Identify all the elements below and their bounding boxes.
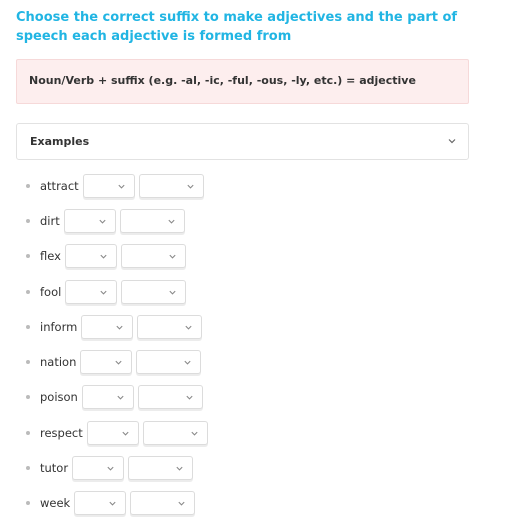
bullet-dot xyxy=(26,325,30,329)
chevron-down-icon xyxy=(183,358,192,367)
chevron-down-icon xyxy=(117,182,126,191)
suffix-dropdown[interactable] xyxy=(81,315,133,339)
suffix-dropdown[interactable] xyxy=(83,174,135,198)
page-title: Choose the correct suffix to make adjectives and the part of speech each adjective is formed from xyxy=(16,10,458,44)
chevron-down-icon xyxy=(168,252,177,261)
part-of-speech-dropdown[interactable] xyxy=(137,315,202,339)
part-of-speech-dropdown[interactable] xyxy=(121,280,186,304)
chevron-down-icon xyxy=(186,182,195,191)
chevron-down-icon xyxy=(447,136,457,146)
examples-label: Examples xyxy=(30,135,90,148)
suffix-dropdown[interactable] xyxy=(82,385,134,409)
bullet-dot xyxy=(26,184,30,188)
chevron-down-icon xyxy=(190,429,199,438)
item-word: attract xyxy=(40,179,79,193)
list-item xyxy=(26,279,188,305)
list-item xyxy=(26,455,195,481)
list-item xyxy=(26,420,210,446)
part-of-speech-dropdown[interactable] xyxy=(143,421,208,445)
bullet-dot xyxy=(26,395,30,399)
list-item xyxy=(26,384,205,410)
part-of-speech-dropdown[interactable] xyxy=(130,491,195,515)
list-item xyxy=(26,490,197,516)
chevron-down-icon xyxy=(99,252,108,261)
chevron-down-icon xyxy=(121,429,130,438)
list-item xyxy=(26,173,206,199)
bullet-dot xyxy=(26,219,30,223)
bullet-dot xyxy=(26,431,30,435)
chevron-down-icon xyxy=(114,358,123,367)
chevron-down-icon xyxy=(185,393,194,402)
item-word: dirt xyxy=(40,214,60,228)
examples-accordion[interactable] xyxy=(16,123,469,160)
chevron-down-icon xyxy=(108,499,117,508)
bullet-dot xyxy=(26,290,30,294)
rule-text: Noun/Verb + suffix (e.g. -al, -ic, -ful, -ous, -ly, etc.) = adjective xyxy=(29,74,416,87)
chevron-down-icon xyxy=(116,393,125,402)
chevron-down-icon xyxy=(177,499,186,508)
part-of-speech-dropdown[interactable] xyxy=(136,350,201,374)
item-word: week xyxy=(40,496,71,510)
item-word: tutor xyxy=(40,461,69,475)
item-word: flex xyxy=(40,249,61,263)
part-of-speech-dropdown[interactable] xyxy=(120,209,185,233)
chevron-down-icon xyxy=(184,323,193,332)
chevron-down-icon xyxy=(98,217,107,226)
chevron-down-icon xyxy=(99,288,108,297)
list-item xyxy=(26,208,187,234)
part-of-speech-dropdown[interactable] xyxy=(138,385,203,409)
list-item xyxy=(26,349,203,375)
list-item xyxy=(26,243,188,269)
item-word: respect xyxy=(40,426,83,440)
suffix-dropdown[interactable] xyxy=(74,491,126,515)
chevron-down-icon xyxy=(167,217,176,226)
suffix-dropdown[interactable] xyxy=(80,350,132,374)
chevron-down-icon xyxy=(175,464,184,473)
bullet-dot xyxy=(26,254,30,258)
suffix-dropdown[interactable] xyxy=(87,421,139,445)
part-of-speech-dropdown[interactable] xyxy=(121,244,186,268)
item-word: inform xyxy=(40,320,78,334)
chevron-down-icon xyxy=(168,288,177,297)
item-word: nation xyxy=(40,355,77,369)
item-word: poison xyxy=(40,390,78,404)
item-word: fool xyxy=(40,285,62,299)
rule-box xyxy=(16,59,469,104)
bullet-dot xyxy=(26,360,30,364)
part-of-speech-dropdown[interactable] xyxy=(128,456,193,480)
suffix-dropdown[interactable] xyxy=(72,456,124,480)
chevron-down-icon xyxy=(115,323,124,332)
bullet-dot xyxy=(26,501,30,505)
part-of-speech-dropdown[interactable] xyxy=(139,174,204,198)
bullet-dot xyxy=(26,466,30,470)
suffix-dropdown[interactable] xyxy=(65,280,117,304)
chevron-down-icon xyxy=(106,464,115,473)
suffix-dropdown[interactable] xyxy=(64,209,116,233)
list-item xyxy=(26,314,204,340)
suffix-dropdown[interactable] xyxy=(65,244,117,268)
